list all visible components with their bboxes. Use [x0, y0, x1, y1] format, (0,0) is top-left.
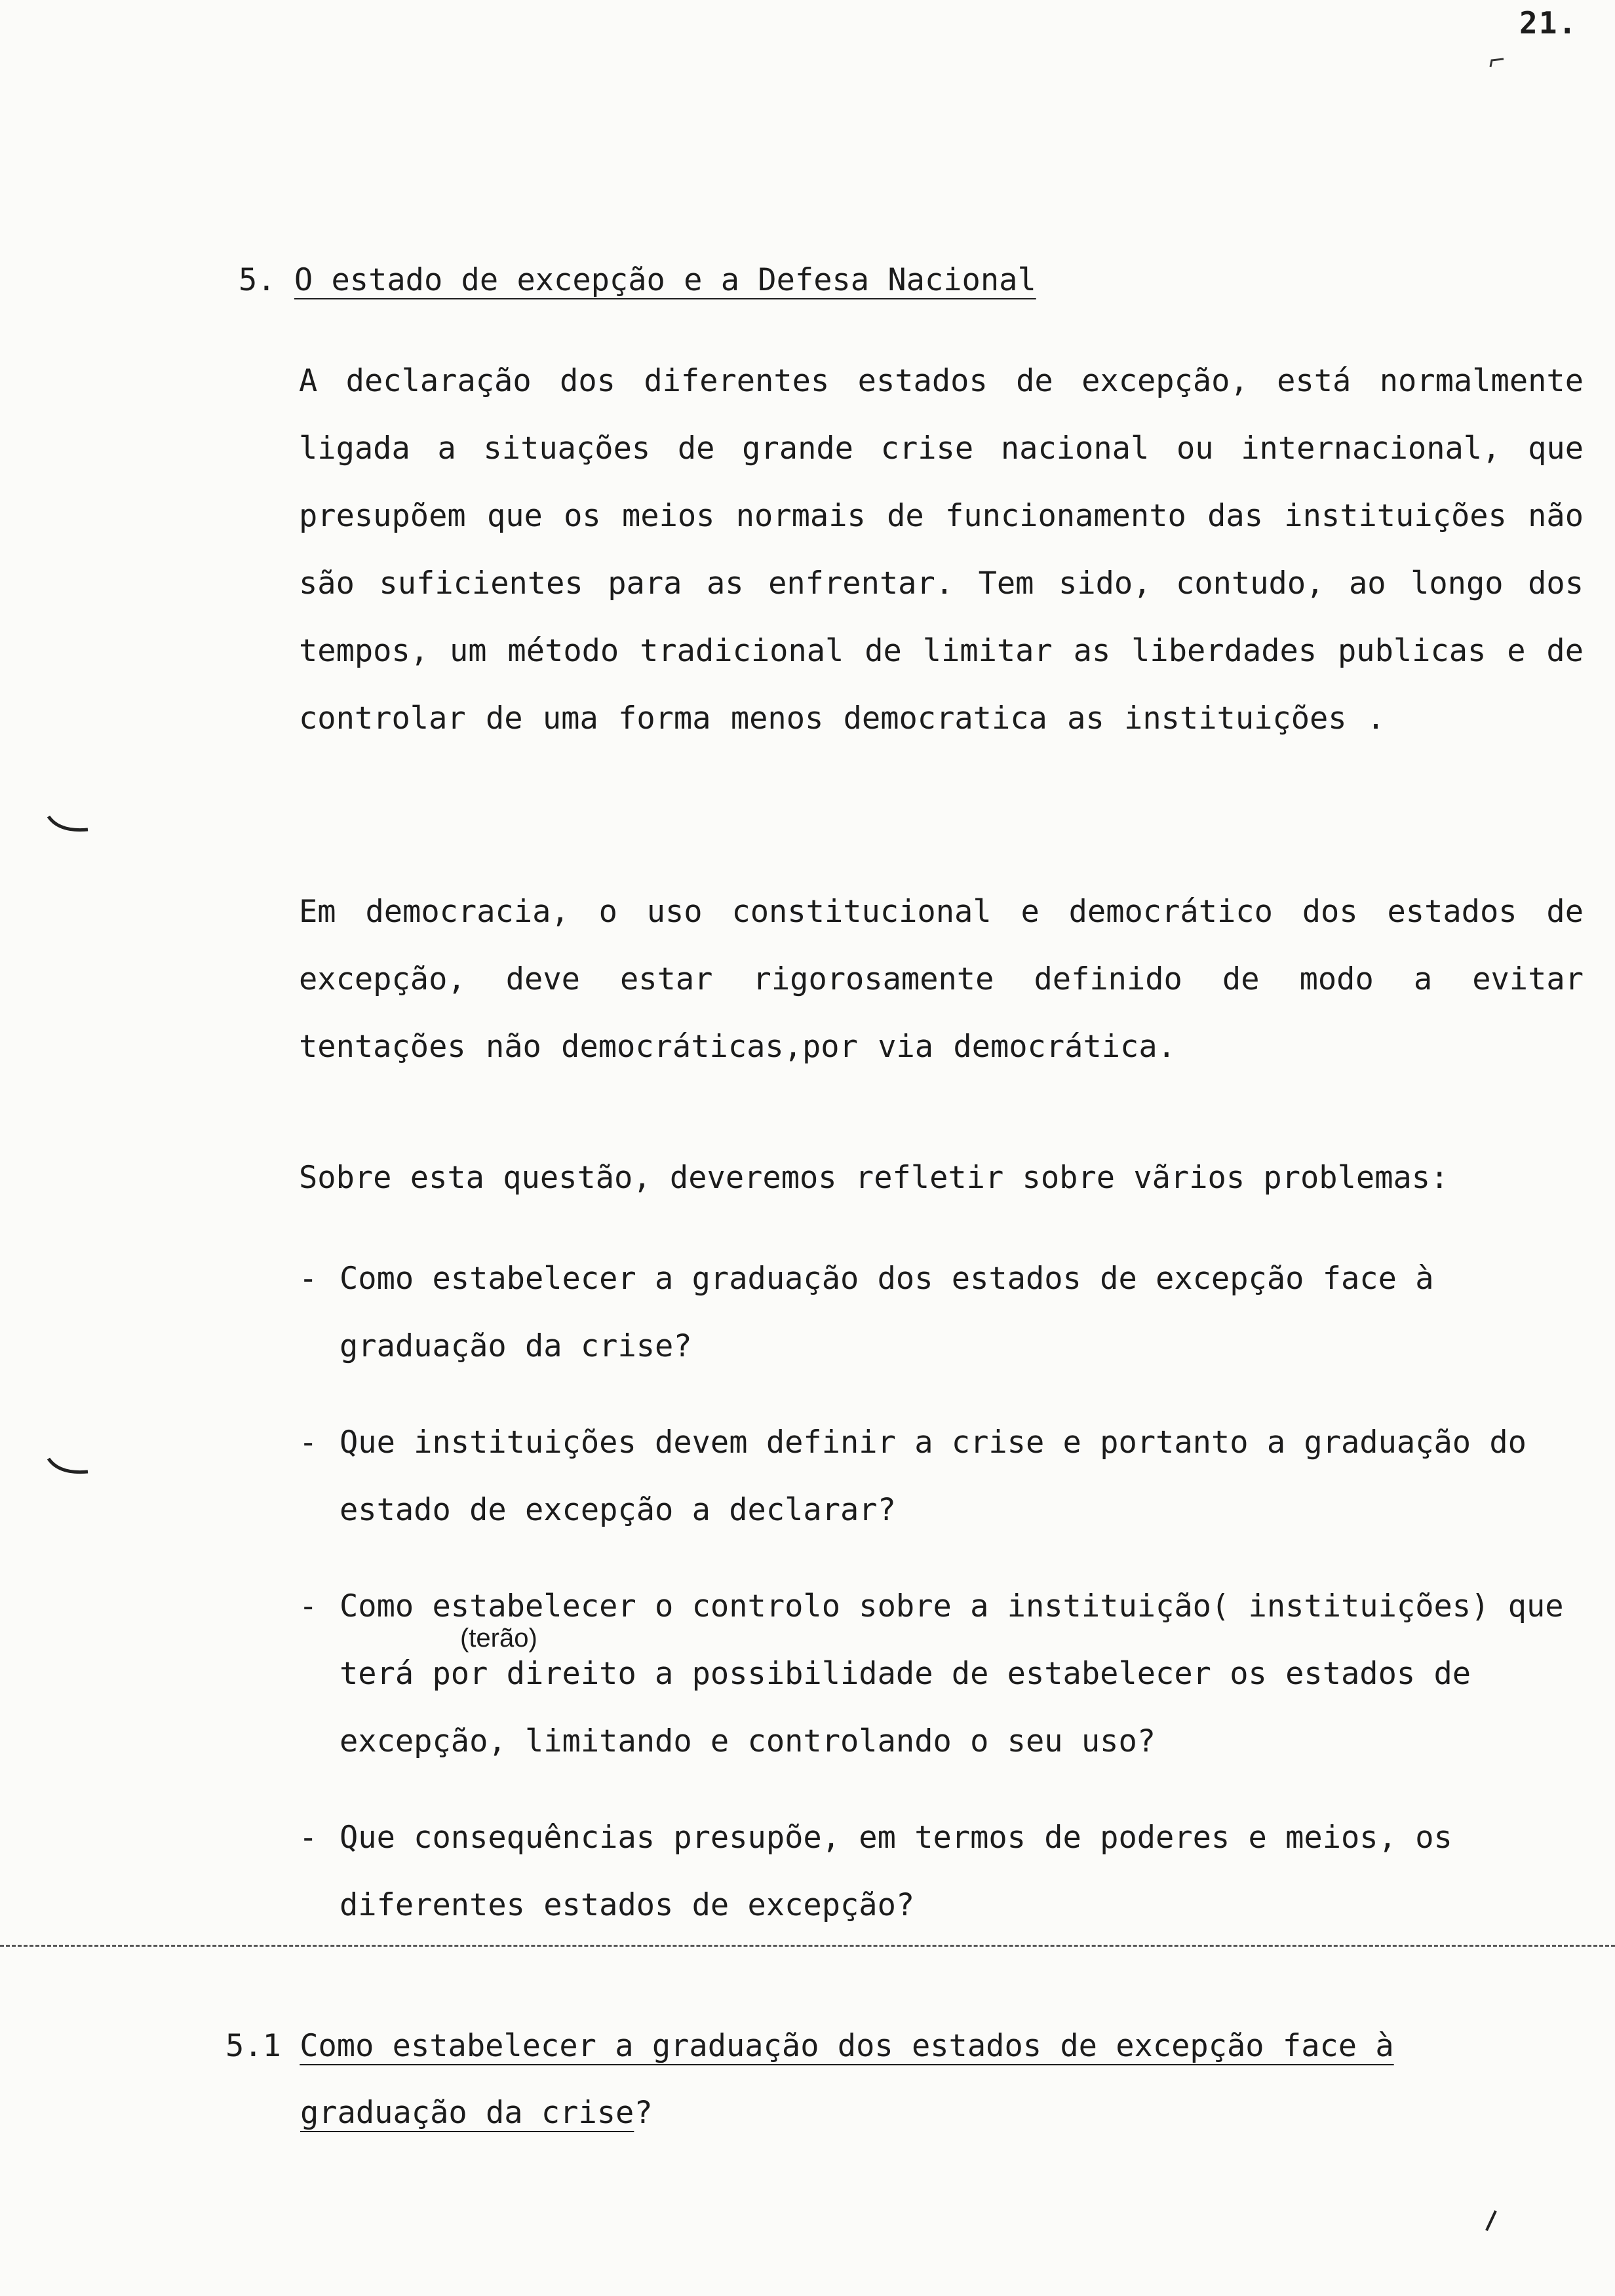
question-item: - Como estabelecer a graduação dos estados de excepção face à graduação da crise? — [299, 1245, 1584, 1380]
pen-tick-mark — [1481, 2208, 1501, 2234]
question-item: - Que instituições devem definir a crise e portanto a graduação do estado de excepção a declarar? — [299, 1409, 1584, 1544]
section-5-1-title-line2: graduação da crise — [300, 2095, 634, 2131]
section-5-heading — [239, 246, 1036, 315]
margin-bracket-mark — [46, 813, 92, 839]
section-5-1-title-line1: Como estabelecer a graduação dos estados de excepção face à — [300, 2028, 1394, 2064]
margin-bracket-mark — [46, 1455, 92, 1481]
page-number: 21. — [1519, 5, 1578, 41]
question-item: - Como estabelecer o controlo sobre a instituição( instituições) que terá por direito a possibilidade de estabelecer os estados de excepção, limitando e controlando o seu uso? — [299, 1573, 1584, 1775]
dashed-separator — [0, 1945, 1615, 1947]
paragraph-1: A declaração dos diferentes estados de excepção, está normalmente ligada a situações de grande crise nacional ou internacional, que presupõem que os meios normais de funcionamento das instituições não são suficientes para as enfrentar. Tem sido, contudo, ao longo dos tempos, um método tradicional de limitar as liberdades publicas e de controlar de uma forma menos democratica as instituições . — [299, 363, 1584, 737]
section-5-title: O estado de excepção e a Defesa Nacional — [294, 262, 1036, 298]
section-5-number: 5. — [239, 262, 276, 298]
section-5-1-number: 5.1 — [225, 2028, 281, 2064]
section-5-1-title-end: ? — [634, 2095, 653, 2131]
question-item: - Que consequências presupõe, em termos de poderes e meios, os diferentes estados de excepção? — [299, 1804, 1584, 1939]
section-5-1-heading — [225, 2013, 1394, 2147]
handwritten-note: (terão) — [460, 1624, 537, 1653]
paragraph-2: Em democracia, o uso constitucional e democrático dos estados de excepção, deve estar rigorosamente definido de modo a evitar tentações não democráticas,por via democrática. — [299, 894, 1584, 1065]
corner-mark — [1488, 56, 1508, 69]
questions-intro: Sobre esta questão, deveremos refletir sobre vãrios problemas: — [299, 1160, 1449, 1196]
question-list — [299, 1245, 1584, 1968]
